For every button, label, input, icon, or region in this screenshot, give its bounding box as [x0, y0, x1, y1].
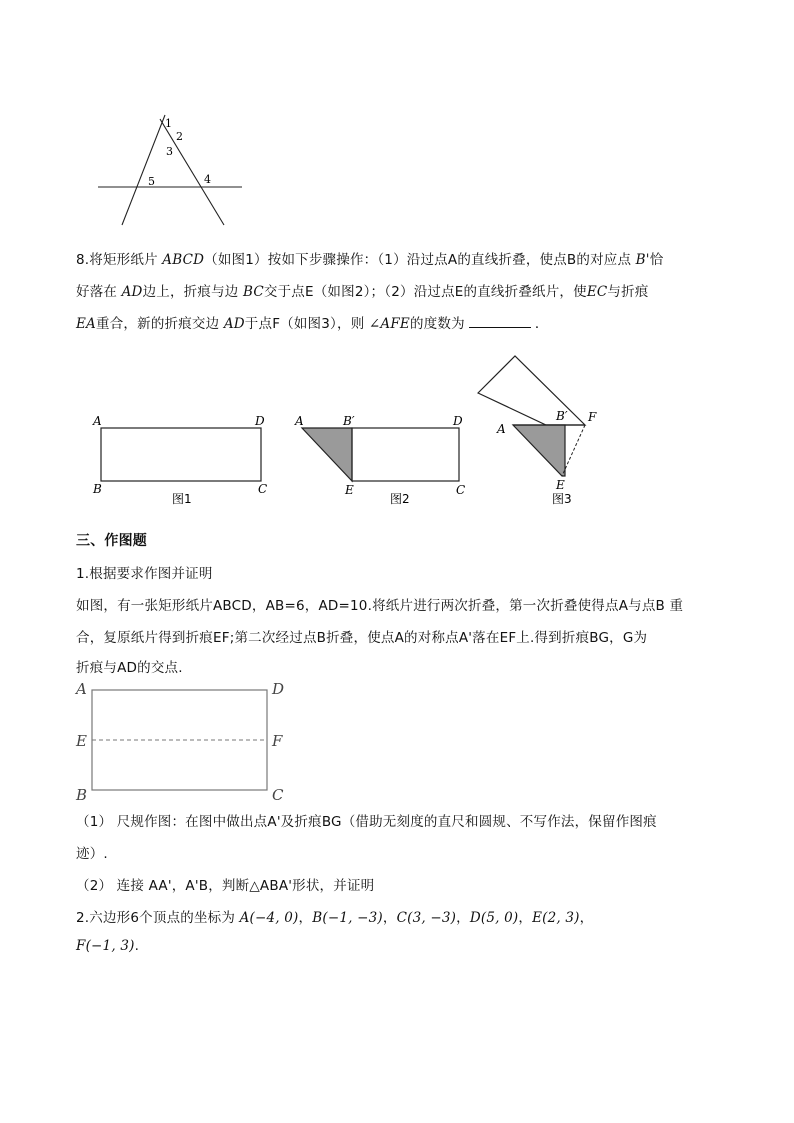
p1-label-D: D: [272, 680, 285, 698]
fig1-label-B: B: [93, 482, 102, 496]
p1-label-A: A: [76, 680, 87, 698]
p1-text-line2: 合，复原纸片得到折痕EF;第二次经过点B折叠，使点A的对称点A'落在EF上.得到折痕BG，G为: [76, 630, 648, 646]
folded-triangle: [302, 428, 352, 481]
figure-2: [290, 410, 480, 510]
remaining-rectangle: [352, 428, 459, 481]
angle-figure: [90, 105, 250, 230]
p1-text-line3: 折痕与AD的交点.: [76, 660, 183, 676]
angle-label-2: 2: [176, 130, 183, 143]
fig3-label-A: A: [497, 422, 506, 436]
fig2-label-A: A: [295, 414, 304, 428]
q8-line2: 好落在 AD边上，折痕与边 BC交于点E（如图2）；（2）沿过点E的直线折叠纸片，使EC与折痕: [76, 284, 649, 300]
p1-sub2: （2） 连接 AA'，A'B，判断△ABA'形状，并证明: [76, 878, 375, 894]
fig2-label-C: C: [456, 483, 466, 497]
figure-3: [470, 350, 620, 510]
fig1-label-A: A: [93, 414, 102, 428]
q8-line3: EA重合，新的折痕交边 AD于点F（如图3），则 ∠AFE的度数为 ．: [76, 316, 549, 332]
fig3-label-Bprime: B′: [556, 409, 568, 423]
p2-line2: F(−1, 3).: [76, 938, 140, 954]
fig1-label-C: C: [258, 482, 268, 496]
p1-label-F: F: [272, 732, 283, 750]
shaded-region: [513, 425, 565, 476]
angle-label-3: 3: [166, 145, 173, 158]
fig2-label-E: E: [345, 483, 354, 497]
fig3-label-E: E: [556, 478, 565, 492]
p1-sub1-line2: 迹）.: [76, 846, 108, 862]
p1-title: 1.根据要求作图并证明: [76, 566, 213, 582]
fig3-caption: 图3: [552, 492, 572, 506]
section-heading: 三、作图题: [76, 533, 147, 549]
fig1-caption: 图1: [172, 492, 192, 506]
p1-rectangle-figure: [70, 675, 300, 810]
fig2-caption: 图2: [390, 492, 410, 506]
p1-label-C: C: [272, 786, 284, 804]
fig2-label-Bprime: B′: [343, 414, 355, 428]
p1-label-B: B: [76, 786, 88, 804]
p1-sub1-line1: （1） 尺规作图：在图中做出点A'及折痕BG（借助无刻度的直尺和圆规、不写作法，保留作图痕: [76, 814, 657, 830]
left-transversal: [122, 115, 165, 225]
p2-line1: 2.六边形6个顶点的坐标为 A(−4, 0)，B(−1, −3)，C(3, −3)，D(5, 0)，E(2, 3)，: [76, 910, 594, 926]
fig1-label-D: D: [255, 414, 265, 428]
fig3-label-F: F: [588, 410, 597, 424]
right-transversal: [160, 119, 224, 225]
flipped-flap: [478, 356, 585, 425]
p1-label-E: E: [76, 732, 87, 750]
angle-label-5: 5: [148, 175, 155, 188]
fig2-label-D: D: [453, 414, 463, 428]
figure-1: [88, 410, 278, 510]
answer-blank[interactable]: [469, 315, 531, 328]
p1-text-line1: 如图，有一张矩形纸片ABCD，AB=6，AD=10.将纸片进行两次折叠，第一次折叠使得点A与点B 重: [76, 598, 684, 614]
angle-label-4: 4: [204, 173, 211, 186]
angle-label-1: 1: [165, 117, 172, 130]
q8-line1: 8.将矩形纸片 ABCD（如图1）按如下步骤操作：（1）沿过点A的直线折叠，使点B的对应点 B'恰: [76, 252, 664, 268]
rectangle: [101, 428, 261, 481]
